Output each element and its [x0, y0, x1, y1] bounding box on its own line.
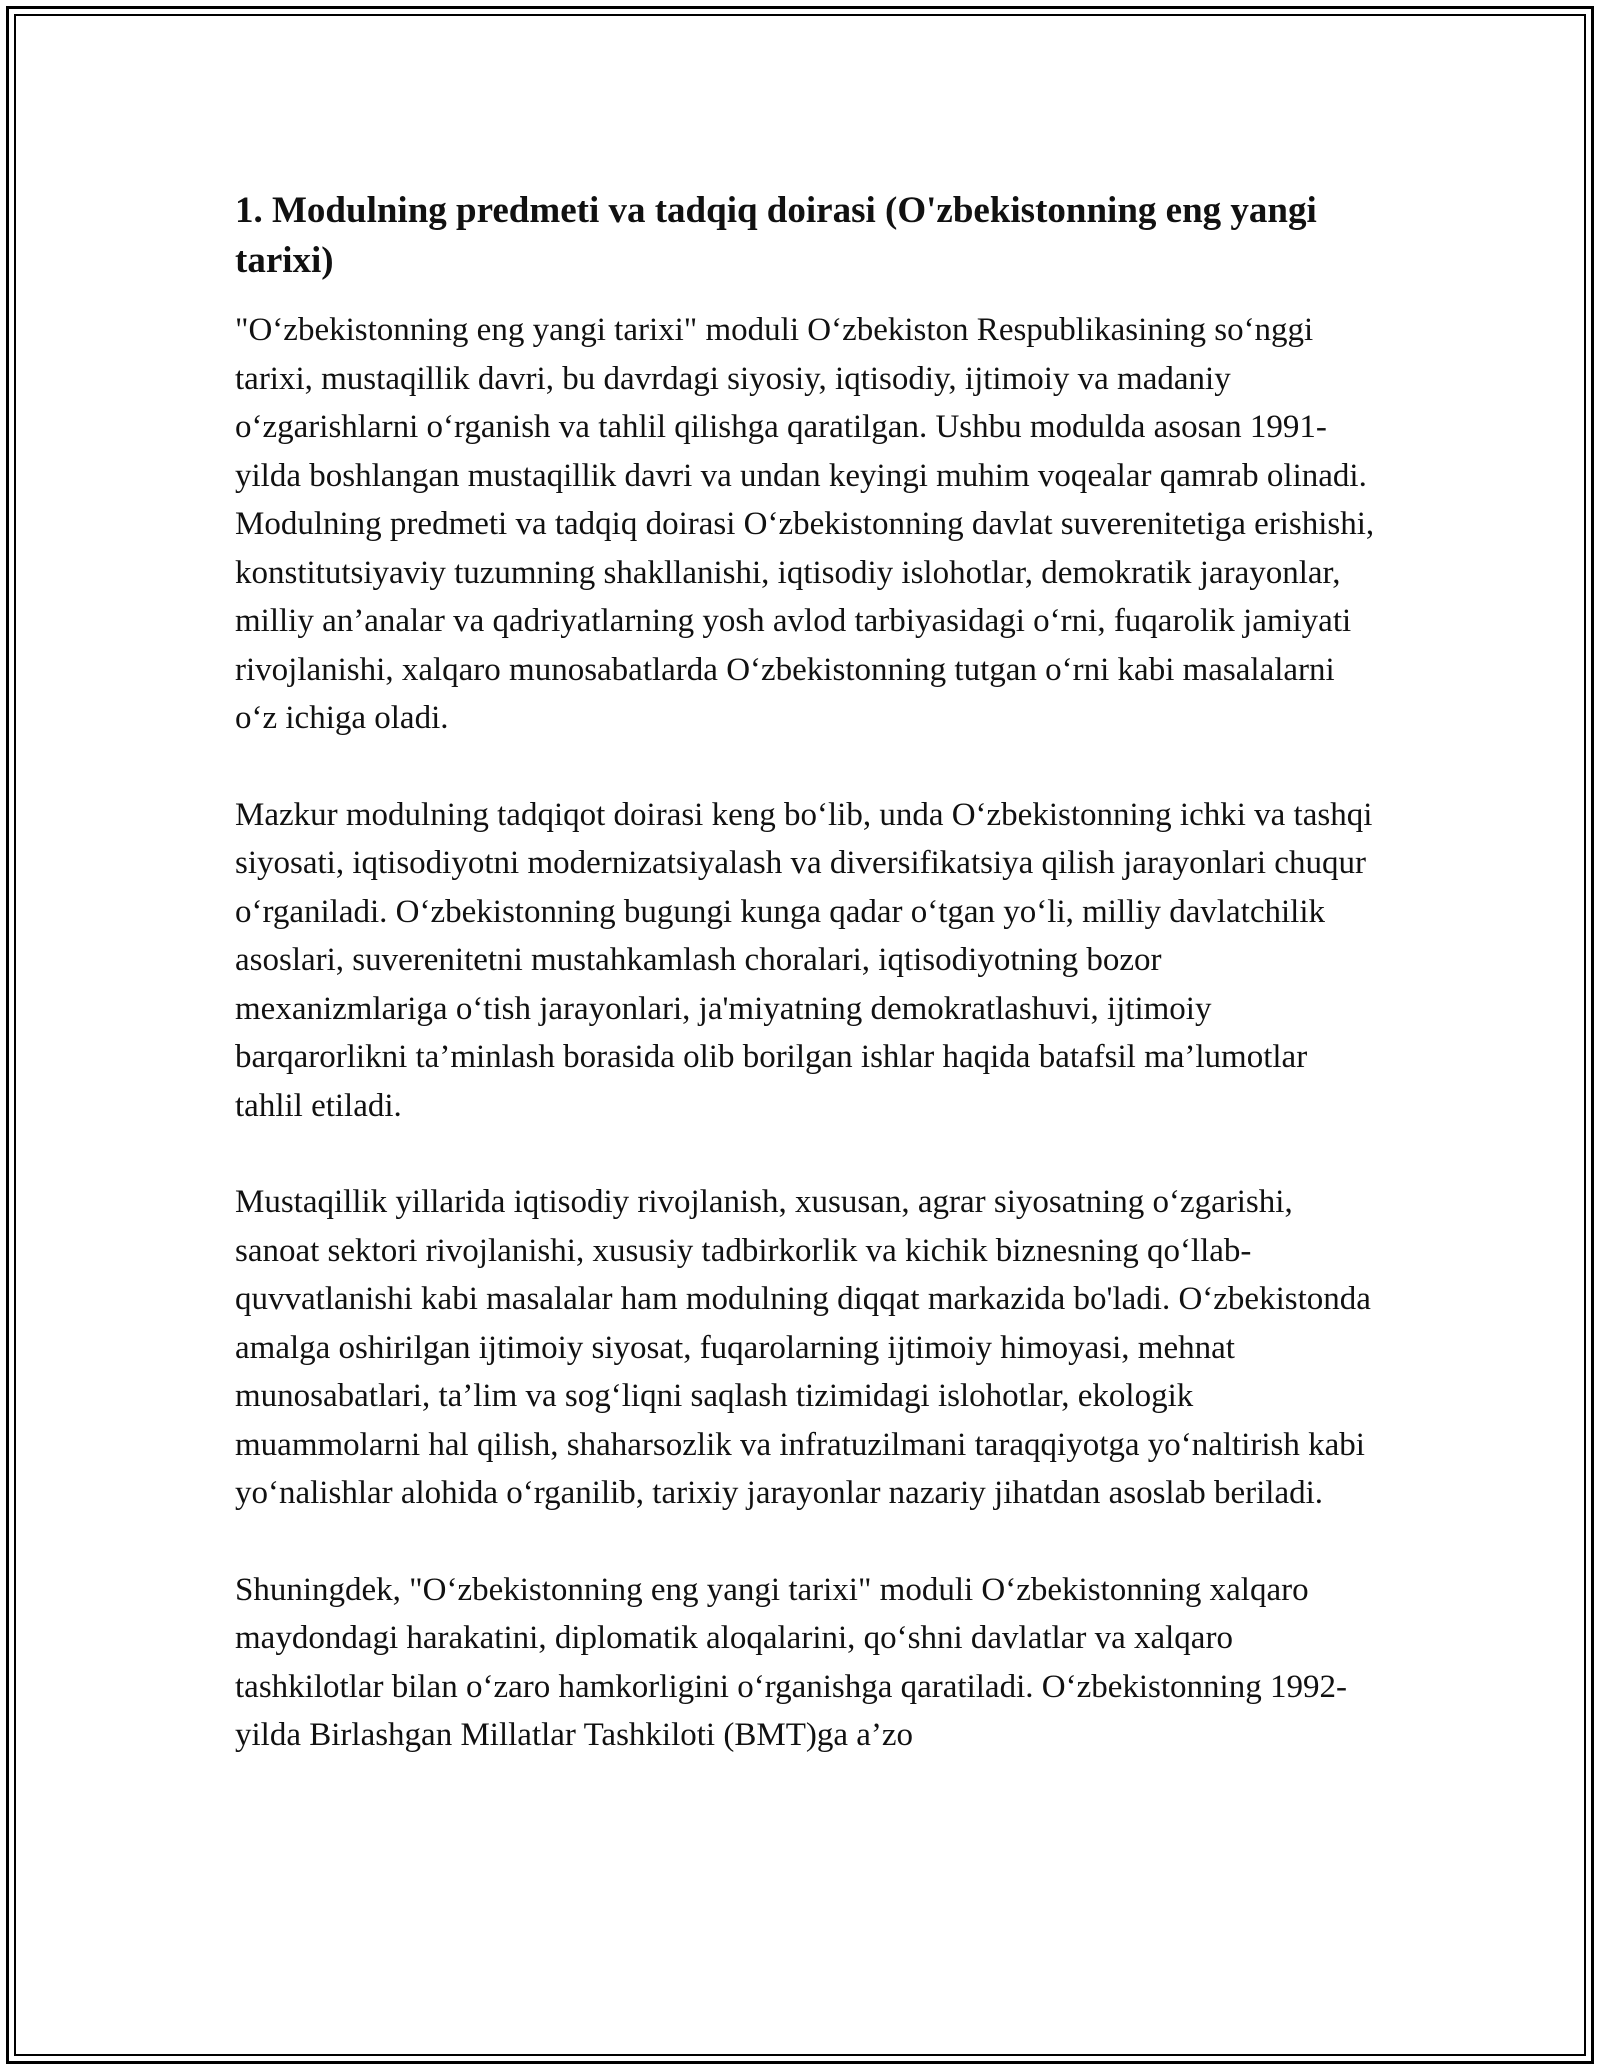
paragraph-4: Shuningdek, "O‘zbekistonning eng yangi tarixi" moduli O‘zbekistonning xalqaro maydondagi harakatini, diplomatik aloqalarini, qo‘shni davlatlar va xalqaro tashkilotlar bilan o‘zaro hamkorligini o‘rganishga qaratiladi. O‘zbekistonning 1992-yilda Birlashgan Millatlar Tashkiloti (BMT)ga a’zo	[235, 1571, 1347, 1753]
paragraph-2: Mazkur modulning tadqiqot doirasi keng bo‘lib, unda O‘zbekistonning ichki va tashqi siyosati, iqtisodiyotni modernizatsiyalash va diversifikatsiya qilish jarayonlari chuqur o‘rganiladi. O‘zbekistonning bugungi kunga qadar o‘tgan yo‘li, milliy davlatchilik asoslari, suverenitetni mustahkamlash choralari, iqtisodiyotning bozor mexanizmlariga o‘tish jarayonlari, ja'miyatning demokratlashuvi, ijtimoiy barqarorlikni ta’minlash borasida olib borilgan ishlar haqida batafsil ma’lumotlar tahlil etiladi.	[235, 796, 1373, 1124]
document-body	[235, 186, 1375, 1808]
section-heading: 1. Modulning predmeti va tadqiq doirasi (O'zbekistonning eng yangi tarixi)	[235, 190, 1317, 281]
paragraph-1: "O‘zbekistonning eng yangi tarixi" moduli O‘zbekiston Respublikasining so‘nggi tarixi, mustaqillik davri, bu davrdagi siyosiy, iqtisodiy, ijtimoiy va madaniy o‘zgarishlarni o‘rganish va tahlil qilishga qaratilgan. Ushbu modulda asosan 1991-yilda boshlangan mustaqillik davri va undan keyingi muhim voqealar qamrab olinadi. Modulning predmeti va tadqiq doirasi O‘zbekistonning davlat suverenitetiga erishishi, konstitutsiyaviy tuzumning shakllanishi, iqtisodiy islohotlar, demokratik jarayonlar, milliy an’analar va qadriyatlarning yosh avlod tarbiyasidagi o‘rni, fuqarolik jamiyati rivojlanishi, xalqaro munosabatlarda O‘zbekistonning tutgan o‘rni kabi masalalarni o‘z ichiga oladi.	[235, 312, 1375, 736]
paragraph-3: Mustaqillik yillarida iqtisodiy rivojlanish, xususan, agrar siyosatning o‘zgarishi, sanoat sektori rivojlanishi, xususiy tadbirkorlik va kichik biznesning qo‘llab-quvvatlanishi kabi masalalar ham modulning diqqat markazida bo'ladi. O‘zbekistonda amalga oshirilgan ijtimoiy siyosat, fuqarolarning ijtimoiy himoyasi, mehnat munosabatlari, ta’lim va sog‘liqni saqlash tizimidagi islohotlar, ekologik muammolarni hal qilish, shaharsozlik va infratuzilmani taraqqiyotga yo‘naltirish kabi yo‘nalishlar alohida o‘rganilib, tarixiy jarayonlar nazariy jihatdan asoslab beriladi.	[235, 1184, 1371, 1511]
